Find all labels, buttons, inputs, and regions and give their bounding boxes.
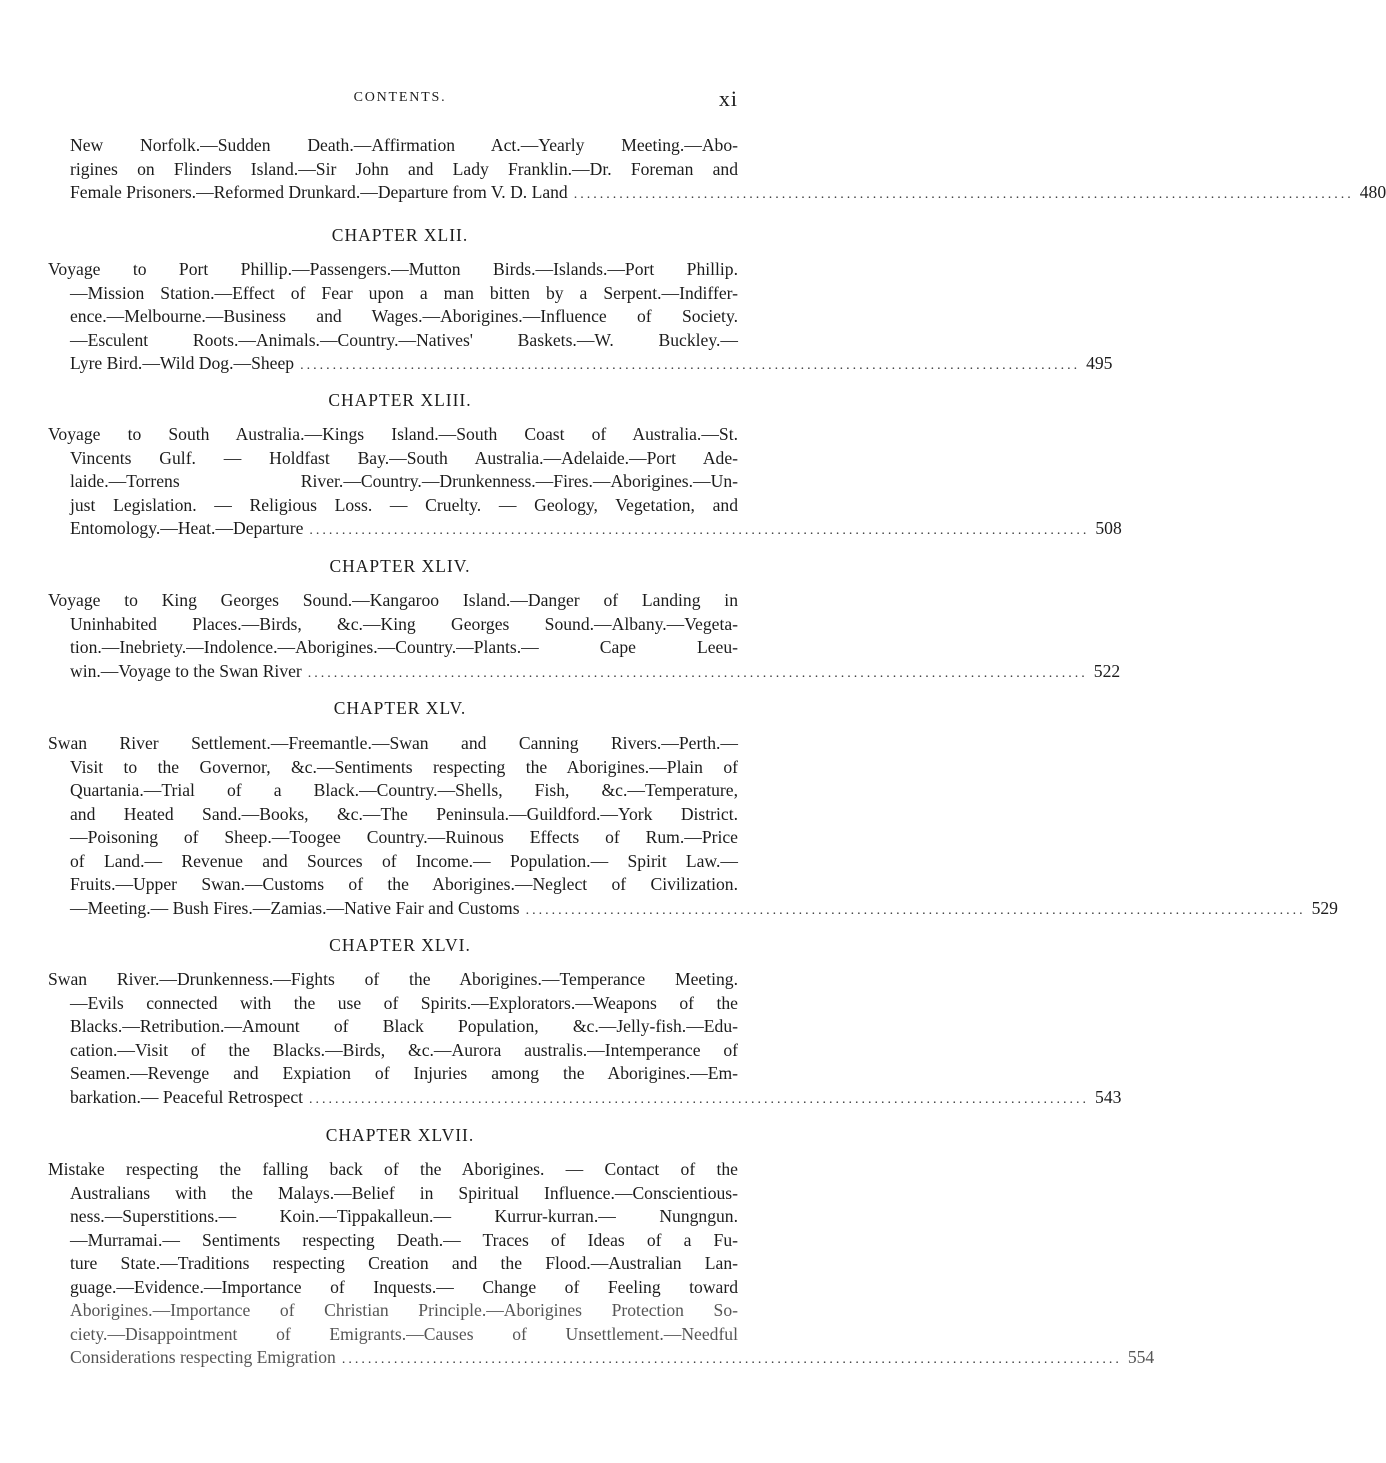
chapter-heading: CHAPTER XLVI. [329,935,471,955]
contents-entry [48,423,1122,543]
entry-text: Lyre Bird.—Wild Dog.—Sheep [70,353,295,373]
entry-line: —Esculent Roots.—Animals.—Country.—Natives' Baskets.—W. Buckley.— [70,329,738,350]
page-header [0,86,800,116]
entry-line: ness.—Superstitions.— Koin.—Tippakalleun.— Kurrur-kurran.— Nungngun. [70,1206,738,1226]
dot-leader: ........................................................................................................................ [341,1352,1122,1367]
entry-line: Swan River.—Drunkenness.—Fights of the Aborigines.—Temperance Meeting. [48,969,738,989]
entry-line: ciety.—Disappointment of Emigrants.—Causes of Unsettlement.—Needful [70,1323,738,1344]
entry-line: Quartania.—Trial of a Black.—Country.—Shells, Fish, &c.—Temperature, [70,780,738,800]
entry-line: —Murramai.— Sentiments respecting Death.— Traces of Ideas of a Fu- [70,1229,738,1250]
running-title: CONTENTS. [353,90,447,105]
entry-last-line [48,181,1386,207]
entry-line: and Heated Sand.—Books, &c.—The Peninsula.—Guildford.—York District. [70,803,738,824]
entry-line: of Land.— Revenue and Sources of Income.— Population.— Spirit Law.— [70,850,738,871]
entry-page-number: 480 [1359,182,1386,202]
entry-line: Aborigines.—Importance of Christian Principle.—Aborigines Protection So- [70,1300,738,1320]
entry-page-number: 529 [1311,897,1338,918]
chapter-heading: CHAPTER XLVII. [325,1125,475,1145]
contents-entry [48,134,1386,207]
entry-page-number: 554 [1127,1347,1155,1367]
contents-entry [48,732,1338,922]
dot-leader: ........................................................................................................................ [525,902,1306,918]
entry-line: Visit to the Governor, &c.—Sentiments respecting the Aborigines.—Plain of [70,756,738,777]
contents-entry [48,968,1122,1111]
entry-line: Blacks.—Retribution.—Amount of Black Population, &c.—Jelly-fish.—Edu- [70,1016,738,1036]
entry-text: barkation.— Peaceful Retrospect [70,1086,304,1107]
entry-line: laide.—Torrens River.—Country.—Drunkenness.—Fires.—Aborigines.—Un- [70,471,738,491]
entry-line: ence.—Melbourne.—Business and Wages.—Aborigines.—Influence of Society. [70,306,738,326]
dot-leader: ........................................................................................................................ [307,665,1088,681]
entry-text: Female Prisoners.—Reformed Drunkard.—Departure from V. D. Land [70,182,568,202]
dot-leader: ........................................................................................................................ [573,187,1354,202]
entry-page-number: 543 [1095,1086,1122,1107]
entry-line: tion.—Inebriety.—Indolence.—Aborigines.—Country.—Plants.— Cape Leeu- [70,637,738,657]
entry-last-line [48,1086,1122,1112]
entry-page-number: 495 [1086,353,1113,373]
chapter-heading: CHAPTER XLII. [331,225,469,245]
contents-entry [48,258,1113,378]
entry-text: —Meeting.— Bush Fires.—Zamias.—Native Fair and Customs [70,897,520,918]
entry-page-number: 508 [1095,518,1122,538]
entry-line: —Evils connected with the use of Spirits.—Explorators.—Weapons of the [70,992,738,1013]
entry-line: guage.—Evidence.—Importance of Inquests.— Change of Feeling toward [70,1276,738,1297]
chapter-heading: CHAPTER XLV. [333,698,467,718]
chapter-heading: CHAPTER XLIII. [328,390,472,410]
entry-text: win.—Voyage to the Swan River [70,660,302,681]
entry-line: Voyage to South Australia.—Kings Island.—South Coast of Australia.—St. [48,424,738,444]
entry-line: New Norfolk.—Sudden Death.—Affirmation Act.—Yearly Meeting.—Abo- [70,135,738,155]
contents-entry [48,589,1121,685]
page-number: xi [718,86,738,111]
entry-line: just Legislation. — Religious Loss. — Cruelty. — Geology, Vegetation, and [70,494,738,515]
entry-line: Uninhabited Places.—Birds, &c.—King Georges Sound.—Albany.—Vegeta- [70,613,738,634]
entry-last-line [48,517,1122,543]
dot-leader: ........................................................................................................................ [300,358,1081,373]
entry-line: Seamen.—Revenge and Expiation of Injuries among the Aborigines.—Em- [70,1063,738,1083]
entry-line: Voyage to Port Phillip.—Passengers.—Mutton Birds.—Islands.—Port Phillip. [48,259,738,279]
entry-last-line [48,1346,1155,1372]
entry-line: Australians with the Malays.—Belief in Spiritual Influence.—Conscientious- [70,1182,738,1203]
entry-line: —Mission Station.—Effect of Fear upon a man bitten by a Serpent.—Indiffer- [70,282,738,303]
entry-line: Swan River Settlement.—Freemantle.—Swan and Canning Rivers.—Perth.— [48,733,738,753]
dot-leader: ........................................................................................................................ [309,1091,1090,1107]
entry-last-line [48,352,1113,378]
entry-line: Fruits.—Upper Swan.—Customs of the Aborigines.—Neglect of Civilization. [70,874,738,894]
entry-last-line [48,660,1121,686]
entry-line: rigines on Flinders Island.—Sir John and Lady Franklin.—Dr. Foreman and [70,158,738,179]
entry-last-line [48,897,1338,923]
chapter-heading: CHAPTER XLIV. [329,556,471,576]
entry-line: ture State.—Traditions respecting Creation and the Flood.—Australian Lan- [70,1253,738,1273]
entry-line: Voyage to King Georges Sound.—Kangaroo Island.—Danger of Landing in [48,590,738,610]
entry-line: Mistake respecting the falling back of the Aborigines. — Contact of the [48,1159,738,1179]
entry-text: Entomology.—Heat.—Departure [70,518,304,538]
entry-line: Vincents Gulf. — Holdfast Bay.—South Australia.—Adelaide.—Port Ade- [70,447,738,468]
entry-text: Considerations respecting Emigration [70,1347,336,1367]
entry-line: —Poisoning of Sheep.—Toogee Country.—Ruinous Effects of Rum.—Price [70,827,738,847]
entry-page-number: 522 [1093,660,1121,681]
contents-entry [48,1158,1155,1372]
entry-line: cation.—Visit of the Blacks.—Birds, &c.—Aurora australis.—Intemperance of [70,1039,738,1060]
dot-leader: ........................................................................................................................ [309,523,1090,538]
